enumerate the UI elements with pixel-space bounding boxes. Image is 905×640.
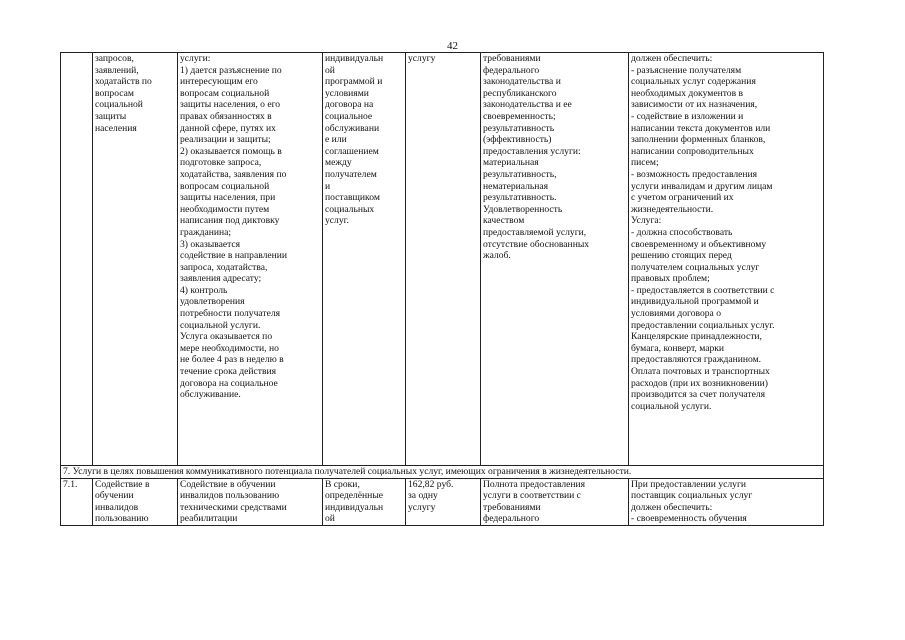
text-line: заявлений, [95, 64, 139, 76]
text-line: качеством [483, 215, 525, 227]
text-line: написании текста документов или [631, 122, 771, 134]
text-line: е или [325, 134, 347, 146]
text-line: инвалидов пользованию [180, 490, 280, 502]
cell-service-terms [323, 53, 406, 466]
text-line: индивидуальной программой и [631, 296, 759, 308]
text-line: услуг. [325, 215, 349, 227]
page-number: 42 [447, 40, 458, 52]
text-line: поставщик социальных услуг [631, 490, 753, 502]
text-line: бумага, конверт, марки [631, 342, 725, 354]
text-line: услугу [408, 501, 436, 513]
cell-provision-conditions [629, 53, 824, 466]
text-line: - возможность предоставления [631, 168, 758, 180]
cell-service-terms [323, 478, 406, 525]
text-line: написания под диктовку [180, 215, 280, 227]
text-line: нематериальная [483, 180, 549, 192]
text-line: 4) контроль [180, 284, 228, 296]
text-line: социальных [325, 203, 375, 215]
text-line: услугу [408, 53, 436, 64]
text-line: определённые [325, 490, 384, 502]
text-line: гражданина; [180, 226, 232, 238]
text-line: писем; [631, 157, 659, 169]
text-line: с учетом ограничений их [631, 192, 734, 204]
text-line: данной сфере, путях их [180, 122, 276, 134]
text-line: жизнедеятельности. [631, 203, 714, 215]
cell-number [61, 53, 93, 466]
text-line: запросов, [95, 53, 134, 64]
text-line: услуги инвалидам и другим лицам [631, 180, 773, 192]
text-line: Услуга оказывается по [180, 331, 273, 343]
cell-service-description [178, 478, 323, 525]
text-line: написании сопроводительных [631, 145, 754, 157]
text-line: Содействие в [95, 478, 150, 490]
text-line: вопросам социальной [180, 180, 270, 192]
text-line: запроса, ходатайства, [180, 261, 268, 273]
text-line: Услуга: [631, 215, 662, 227]
text-line: поставщиком [325, 192, 380, 204]
row-7-1 [61, 478, 824, 525]
text-line: 7.1. [63, 478, 78, 490]
text-line: При предоставлении услуги [631, 478, 747, 490]
text-line: социальной [95, 99, 143, 111]
text-line: должен обеспечить: [631, 501, 713, 513]
text-line: ходатайств по [95, 76, 152, 88]
text-line: Канцелярские принадлежности, [631, 331, 762, 343]
text-line: предоставлении социальных услуг. [631, 319, 775, 331]
text-line: течение срока действия [180, 366, 277, 378]
cell-quality-indicators [481, 478, 629, 525]
text-line: обслуживани [325, 122, 380, 134]
services-table [60, 52, 824, 526]
text-line: предоставляются гражданином. [631, 354, 762, 366]
text-line: и [325, 180, 331, 192]
cell-service-name [93, 53, 178, 466]
text-line: интересующим его [180, 76, 258, 88]
text-line: получателем [325, 168, 377, 180]
text-line: правовых проблем; [631, 273, 710, 285]
text-line: В сроки, [325, 478, 360, 490]
text-line: защиты [95, 110, 127, 122]
cell-quality-indicators [481, 53, 629, 466]
text-line: - должна способствовать [631, 226, 733, 238]
text-line: ой [325, 64, 335, 76]
text-line: вопросам [95, 87, 134, 99]
text-line: Оплата почтовых и транспортных [631, 366, 770, 378]
text-line: защиты населения, при [180, 192, 276, 204]
text-line: предоставляемой услуги, [483, 226, 587, 238]
text-line: законодательства и ее [483, 99, 572, 111]
text-line: условиями договора о [631, 308, 722, 320]
text-line: получателем социальных услуг [631, 261, 760, 273]
text-line: заявления адресату; [180, 273, 262, 285]
text-line: пользованию [95, 513, 149, 525]
text-line: - разъяснение получателям [631, 64, 742, 76]
text-line: - содействие в изложении и [631, 110, 744, 122]
text-line: социальных услуг содержания [631, 76, 756, 88]
text-line: республиканского [483, 87, 557, 99]
cell-number [61, 478, 93, 525]
text-line: содействие в направлении [180, 250, 288, 262]
text-line: материальная [483, 157, 539, 169]
text-line: услуги: [180, 53, 211, 64]
text-line: решению стоящих перед [631, 250, 732, 262]
text-line: за одну [408, 490, 438, 502]
text-line: должен обеспечить: [631, 53, 713, 64]
text-line: требованиями [483, 53, 541, 64]
cell-provision-conditions [629, 478, 824, 525]
cell-service-tariff [406, 53, 481, 466]
text-line: защиты населения, о его [180, 99, 281, 111]
section-7-heading: 7. Услуги в целях повышения коммуникативного потенциала получателей социальных услуг, имеющих ограничения в жизнедеятельности. [61, 466, 824, 479]
text-line: заполнении форменных бланков, [631, 134, 766, 146]
text-line: 3) оказывается [180, 238, 241, 250]
text-line: между [325, 157, 352, 169]
continuation-row [61, 53, 824, 466]
text-line: не более 4 раз в неделю в [180, 354, 284, 366]
text-line: договора на социальное [180, 377, 278, 389]
text-line: программой и [325, 76, 383, 88]
text-line: услуги в соответствии с [483, 490, 581, 502]
text-line: производится за счет получателя [631, 389, 766, 401]
text-line: реабилитации [180, 513, 238, 525]
text-line: Содействие в обучении [180, 478, 276, 490]
text-line: обслуживание. [180, 389, 241, 401]
text-line: результативность, [483, 168, 557, 180]
text-line: 1) дается разъяснение по [180, 64, 282, 76]
text-line: - предоставляется в соответствии с [631, 284, 775, 296]
text-line: социальной услуги. [180, 319, 261, 331]
text-line: индивидуальн [325, 53, 384, 64]
text-line: своевременность; [483, 110, 556, 122]
text-line: вопросам социальной [180, 87, 270, 99]
text-line: социальной услуги. [631, 400, 712, 412]
text-line: потребности получателя [180, 308, 281, 320]
text-line: расходов (при их возникновении) [631, 377, 768, 389]
text-line: индивидуальн [325, 501, 384, 513]
text-line: договора на [325, 99, 374, 111]
text-line: Удовлетворенность [483, 203, 563, 215]
text-line: отсутствие обоснованных [483, 238, 590, 250]
text-line: зависимости от их назначения, [631, 99, 758, 111]
text-line: реализации и защиты; [180, 134, 271, 146]
text-line: законодательства и [483, 76, 561, 88]
text-line: населения [95, 122, 137, 134]
text-line: 162,82 руб. [408, 478, 454, 490]
text-line: - своевременность обучения [631, 513, 747, 525]
text-line: Полнота предоставления [483, 478, 586, 490]
text-line: необходимости путем [180, 203, 270, 215]
text-line: своевременному и объективному [631, 238, 767, 250]
text-line: соглашением [325, 145, 379, 157]
cell-service-tariff [406, 478, 481, 525]
section-header-row [61, 466, 824, 479]
text-line: обучении [95, 490, 134, 502]
text-line: федерального [483, 513, 540, 525]
text-line: жалоб. [483, 250, 511, 262]
cell-service-description [178, 53, 323, 466]
text-line: предоставления услуги: [483, 145, 581, 157]
text-line: инвалидов [95, 501, 139, 513]
text-line: ой [325, 513, 335, 525]
text-line: мере необходимости, но [180, 342, 279, 354]
text-line: социальное [325, 110, 373, 122]
text-line: результативность [483, 122, 555, 134]
text-line: результативность. [483, 192, 557, 204]
text-line: подготовке запроса, [180, 157, 262, 169]
text-line: (эффективность) [483, 134, 552, 146]
text-line: федерального [483, 64, 540, 76]
text-line: 2) оказывается помощь в [180, 145, 282, 157]
text-line: требованиями [483, 501, 541, 513]
text-line: правах обязанностях в [180, 110, 272, 122]
cell-service-name [93, 478, 178, 525]
text-line: необходимых документов в [631, 87, 744, 99]
text-line: техническими средствами [180, 501, 287, 513]
text-line: ходатайства, заявления по [180, 168, 287, 180]
text-line: удовлетворения [180, 296, 245, 308]
text-line: условиями [325, 87, 369, 99]
